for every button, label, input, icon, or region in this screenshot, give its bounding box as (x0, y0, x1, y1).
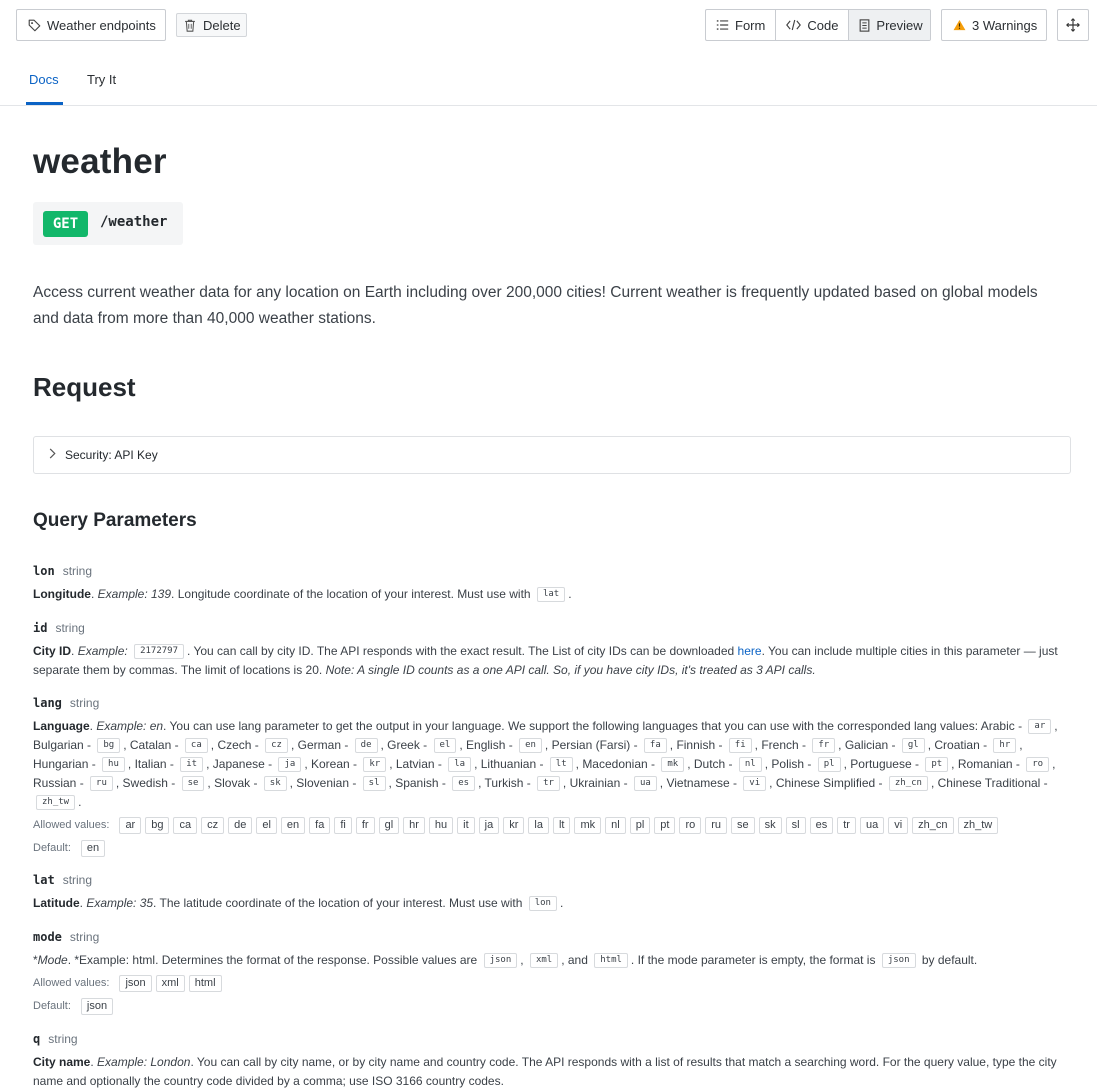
inline-code: lat (537, 587, 565, 602)
allowed-value-chip: ua (860, 817, 884, 834)
language-item: Ukrainian - ua , (569, 776, 667, 790)
inline-code: nl (739, 757, 762, 772)
query-parameters-heading: Query Parameters (33, 510, 197, 531)
param-type: string (48, 1032, 78, 1046)
delete-label: Delete (203, 17, 241, 33)
doc-tabs (0, 52, 1097, 106)
inline-code: zh_cn (889, 776, 928, 791)
param-name: lat (33, 873, 55, 887)
param-text: . You can use lang parameter to get the output in your language. We support the following languages that you can use with the corresponded lang values: (163, 719, 979, 733)
allowed-value-chip: pt (654, 817, 675, 834)
language-item: Polish - pl , (771, 757, 851, 771)
allowed-value-chip: nl (605, 817, 626, 834)
trash-icon (183, 18, 197, 32)
allowed-value-chip: xml (156, 975, 185, 992)
param-text: . The latitude coordinate of the location of your interest. Must use with (153, 896, 523, 910)
language-item: French - fr , (761, 738, 845, 752)
language-item: German - de , (297, 738, 388, 752)
language-item: Romanian - ro , (957, 757, 1056, 771)
language-item: Vietnamese - vi , (666, 776, 776, 790)
allowed-value-chip: fr (356, 817, 375, 834)
inline-code: la (448, 757, 471, 772)
param-text: . *Example: html. Determines the format of the response. Possible values are (67, 953, 478, 967)
language-item: Arabic - ar , (980, 719, 1058, 733)
param-title: Latitude (33, 896, 80, 910)
allowed-value-chip: en (281, 817, 305, 834)
top-toolbar (0, 0, 1097, 52)
inline-code: kr (363, 757, 386, 772)
allowed-value-chip: zh_tw (958, 817, 999, 834)
param-lon (33, 562, 1071, 604)
param-name: q (33, 1032, 41, 1046)
inline-code: it (180, 757, 203, 772)
warnings-button[interactable] (941, 9, 1047, 41)
allowed-values (33, 816, 1071, 835)
list-icon (716, 19, 729, 31)
page-title: weather (33, 142, 167, 181)
param-description: City ID. Example: 2172797 . You can call by city ID. The API responds with the exact result. The List of city IDs can be downloaded here. You can include multiple cities in this parameter — just separate them by commas. The limit of locations is 20. Note: A single ID counts as a one API call. So, if you have city IDs, it's treated as 3 API calls. (33, 644, 1058, 677)
language-item: Catalan - ca , (129, 738, 218, 752)
param-title: Longitude (33, 587, 91, 601)
param-text-2: . You can include multiple cities in this parameter — just separate them by commas. The limit of locations is 20. (33, 644, 1058, 677)
allowed-value-chip: hu (429, 817, 453, 834)
language-item: Macedonian - mk , (582, 757, 694, 771)
inline-code: bg (97, 738, 120, 753)
language-item: Lithuanian - lt , (480, 757, 583, 771)
allowed-values (33, 974, 1071, 993)
language-item: Czech - cz , (217, 738, 298, 752)
param-example: Example: en (96, 719, 164, 733)
param-q (33, 1030, 1071, 1091)
inline-code: lon (529, 896, 557, 911)
inline-code: 2172797 (134, 644, 184, 659)
inline-code: de (355, 738, 378, 753)
param-example: Example: 35 (86, 896, 154, 910)
inline-code: json (484, 953, 518, 968)
allowed-value-chip: lt (553, 817, 571, 834)
param-title: City ID (33, 644, 72, 658)
language-item: Finnish - fi , (676, 738, 762, 752)
inline-code: hu (102, 757, 125, 772)
inline-code: se (182, 776, 205, 791)
view-mode-switcher (705, 9, 931, 41)
language-item: Portuguese - pt , (850, 757, 958, 771)
inline-code: mk (661, 757, 684, 772)
param-lang (33, 694, 1071, 858)
param-text: . Longitude coordinate of the location of your interest. Must use with (171, 587, 531, 601)
allowed-value-chip: fa (309, 817, 330, 834)
language-item: Persian (Farsi) - fa , (551, 738, 677, 752)
delete-button[interactable] (176, 13, 247, 37)
inline-code: pl (818, 757, 841, 772)
allowed-values-chips (115, 817, 998, 834)
inline-code: tr (537, 776, 560, 791)
allowed-value-chip: la (528, 817, 549, 834)
inline-code: es (452, 776, 475, 791)
inline-code: vi (743, 776, 766, 791)
inline-code: ja (278, 757, 301, 772)
default-chip: en (81, 840, 105, 857)
inline-code: en (519, 738, 542, 753)
allowed-value-chip: hr (403, 817, 425, 834)
inline-code: sl (363, 776, 386, 791)
inline-code: xml (530, 953, 558, 968)
allowed-value-chip: pl (630, 817, 651, 834)
language-item: Spanish - es , (395, 776, 485, 790)
inline-code: fi (729, 738, 752, 753)
allowed-value-chip: ca (173, 817, 197, 834)
param-name: lon (33, 564, 55, 578)
language-item: Latvian - la , (395, 757, 481, 771)
code-mode-button[interactable] (776, 10, 849, 40)
allowed-value-chip: sl (786, 817, 806, 834)
allowed-value-chip: sk (759, 817, 782, 834)
inline-code: html (594, 953, 628, 968)
code-mode-label: Code (807, 17, 839, 33)
tag-button[interactable] (16, 9, 166, 41)
endpoint-badge (33, 202, 183, 245)
allowed-value-chip: es (810, 817, 834, 834)
allowed-value-chip: el (256, 817, 277, 834)
http-method-badge: GET (43, 211, 88, 237)
param-type: string (62, 873, 93, 887)
tab-try-it[interactable]: Try It (87, 72, 117, 87)
tag-icon (27, 18, 41, 32)
allowed-value-chip: ro (679, 817, 701, 834)
param-type: string (55, 621, 85, 635)
endpoint-description: Access current weather data for any location on Earth including over 200,000 cities! Current weather is frequently updated based on global models and data from more than 40,000 weather stations. (33, 284, 1038, 327)
language-item: Galician - gl , (844, 738, 935, 752)
allowed-value-chip: ja (479, 817, 500, 834)
allowed-values-label: Allowed values: (33, 977, 110, 989)
param-text-2: . If the mode parameter is empty, the format is (630, 953, 876, 967)
language-item: English - en , (466, 738, 552, 752)
param-example-label: Example: (77, 644, 128, 658)
inline-code: ua (634, 776, 657, 791)
param-type: string (69, 696, 100, 710)
param-title: Mode (37, 953, 68, 967)
inline-code: hr (993, 738, 1016, 753)
form-mode-label: Form (735, 17, 766, 33)
inline-code: sk (264, 776, 287, 791)
allowed-value-chip: kr (503, 817, 524, 834)
default-value (33, 839, 1071, 858)
allowed-value-chip: gl (379, 817, 400, 834)
request-heading: Request (33, 372, 136, 402)
inline-code: ca (185, 738, 208, 753)
allowed-value-chip: it (457, 817, 475, 834)
param-description: Longitude. Example: 139. Longitude coordinate of the location of your interest. Must use with lat . (33, 587, 572, 601)
allowed-value-chip: vi (888, 817, 908, 834)
tag-label: Weather endpoints (47, 17, 156, 33)
language-item: Turkish - tr , (484, 776, 570, 790)
allowed-value-chip: json (119, 975, 151, 992)
warning-icon (952, 18, 966, 32)
language-item: Italian - it , (134, 757, 213, 771)
param-text-3: by default. (921, 953, 978, 967)
inline-code: json (882, 953, 916, 968)
allowed-value-chip: fi (334, 817, 352, 834)
security-label: Security: API Key (65, 448, 158, 462)
param-lat (33, 871, 1071, 913)
default-label: Default: (33, 842, 71, 854)
language-item: Slovak - sk , (214, 776, 297, 790)
language-item: Japanese - ja , (212, 757, 311, 771)
param-name: mode (33, 930, 62, 944)
param-title: City name (33, 1055, 91, 1069)
allowed-value-chip: de (228, 817, 252, 834)
language-item: Slovenian - sl , (296, 776, 396, 790)
inline-code: zh_tw (36, 795, 75, 810)
param-description: *Mode. *Example: html. Determines the format of the response. Possible values are json , xml , and html . If the mode parameter is empty, the format is json by default. (33, 953, 978, 967)
default-label: Default: (33, 1000, 71, 1012)
chevron-right-icon (48, 448, 56, 462)
inline-code: lt (550, 757, 573, 772)
param-note: Note: A single ID counts as a one API call. So, if you have city IDs, it's treated as 3 API calls. (325, 663, 816, 677)
param-title-prefix: * (33, 953, 38, 967)
inline-code: fa (644, 738, 667, 753)
param-description: City name. Example: London. You can call by city name, or by city name and country code. The API responds with a list of results that match a searching word. For the query value, type the city name and optionally the country code divided by a comma; use ISO 3166 country codes. (33, 1055, 1057, 1088)
allowed-value-chip: cz (201, 817, 224, 834)
default-value (33, 997, 1071, 1016)
inline-code: pt (925, 757, 948, 772)
inline-code: ru (90, 776, 113, 791)
code-icon (786, 19, 801, 31)
security-panel[interactable] (33, 436, 1071, 474)
language-item: Swedish - se , (122, 776, 215, 790)
move-icon (1066, 18, 1080, 32)
allowed-value-chip: tr (837, 817, 856, 834)
language-item: Chinese Simplified - zh_cn , (775, 776, 938, 790)
allowed-value-chip: ru (705, 817, 727, 834)
document-icon (859, 19, 870, 32)
param-name: lang (33, 696, 62, 710)
language-item: Chinese Traditional - zh_tw . (33, 776, 1048, 809)
allowed-value-chip: ar (119, 817, 141, 834)
language-item: Hungarian - hu , (33, 757, 135, 771)
inline-code: ar (1028, 719, 1051, 734)
param-mode (33, 928, 1071, 1016)
endpoint-path: /weather (100, 214, 168, 230)
allowed-value-chip: se (731, 817, 755, 834)
form-mode-button[interactable] (706, 10, 776, 40)
inline-code: el (434, 738, 457, 753)
inline-code: fr (812, 738, 835, 753)
allowed-values-chips (115, 975, 221, 992)
move-button[interactable] (1057, 9, 1089, 41)
allowed-value-chip: bg (145, 817, 169, 834)
preview-mode-button[interactable] (849, 10, 931, 40)
allowed-values-label: Allowed values: (33, 819, 110, 831)
language-item: Greek - el , (387, 738, 467, 752)
allowed-value-chip: mk (574, 817, 601, 834)
param-example: Example: London (97, 1055, 191, 1069)
param-text: . You can call by city name, or by city name and country code. The API responds with a list of results that match a searching word. For the query value, type the city name and optionally the country code divided by a comma; use ISO 3166 country codes. (33, 1055, 1057, 1088)
param-example: Example: 139 (97, 587, 172, 601)
param-title: Language (33, 719, 90, 733)
param-description: Language. Example: en. You can use lang parameter to get the output in your language. We support the following languages that you can use with the corresponded lang values: Arabic - ar , Bulgarian - bg , Catalan - ca , Czech - cz , German - de , Greek - el , English - en , Persian (Farsi) - fa , Finnish - fi , French - fr , Galician - gl , Croatian - hr , Hungarian - hu , Italian - it , Japanese - ja , Korean - kr , Latvian - la , Lithuanian - lt , Macedonian - mk , Dutch - nl , Polish - pl , Portuguese - pt , Romanian - ro , Russian - ru , Swedish - se , Slovak - sk , Slovenian - sl , Spanish - es , Turkish - tr , Ukrainian - ua , Vietnamese - vi , Chinese Simplified - zh_cn , Chinese Traditional - zh_tw . (33, 719, 1058, 809)
param-id (33, 619, 1071, 680)
param-type: string (62, 564, 93, 578)
allowed-value-chip: zh_cn (912, 817, 953, 834)
param-type: string (69, 930, 100, 944)
tab-docs[interactable]: Docs (29, 72, 59, 87)
language-item: Croatian - hr , (934, 738, 1023, 752)
default-chip: json (81, 998, 113, 1015)
inline-code: ro (1026, 757, 1049, 772)
param-description: Latitude. Example: 35. The latitude coordinate of the location of your interest. Must use with lon . (33, 896, 564, 910)
allowed-value-chip: html (189, 975, 222, 992)
download-city-ids-link[interactable]: here (737, 644, 762, 658)
warnings-label: 3 Warnings (972, 17, 1038, 33)
param-text: . You can call by city ID. The API responds with the exact result. The List of city IDs can be downloaded (187, 644, 735, 658)
inline-code: cz (265, 738, 288, 753)
language-item: Russian - ru , (33, 776, 123, 790)
preview-mode-label: Preview (876, 17, 923, 33)
language-item: Dutch - nl , (693, 757, 772, 771)
language-item: Bulgarian - bg , (33, 738, 130, 752)
param-name: id (33, 621, 48, 635)
active-tab-indicator (26, 102, 63, 105)
inline-code: gl (902, 738, 925, 753)
language-item: Korean - kr , (311, 757, 396, 771)
